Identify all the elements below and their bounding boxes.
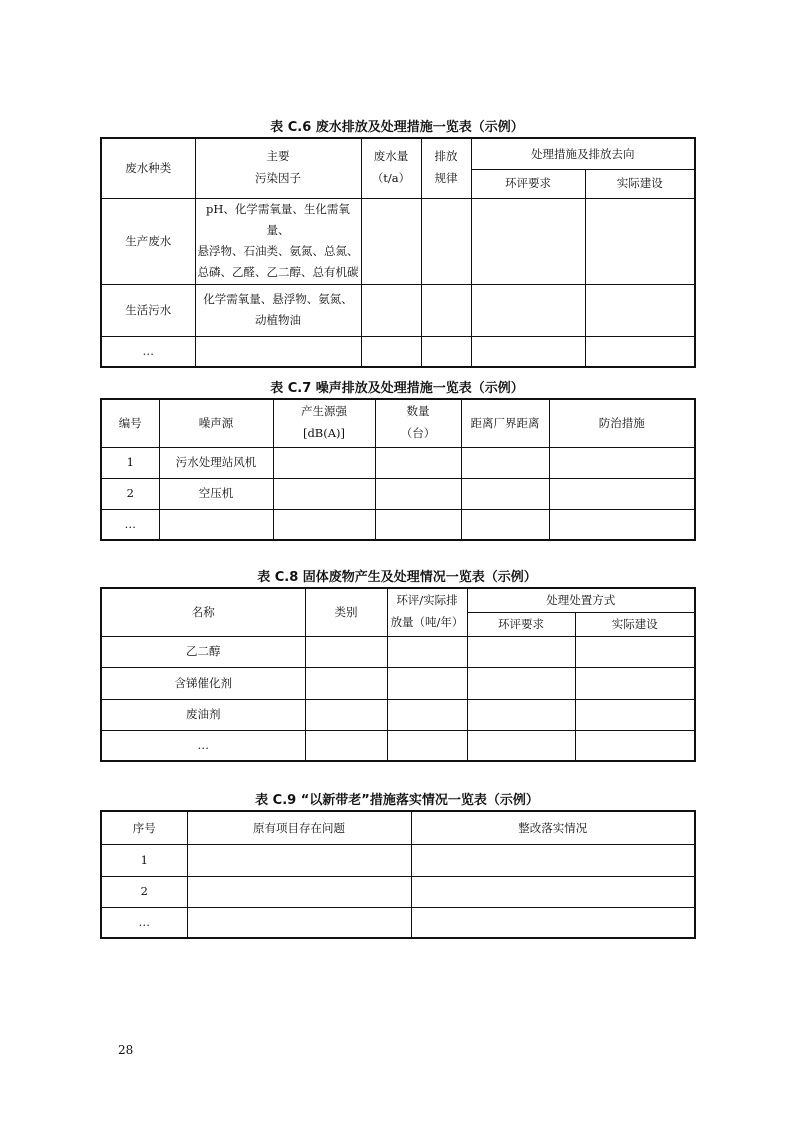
header-noise-source: 噪声源 <box>159 399 273 447</box>
header-actual-construction: 实际建设 <box>585 169 695 198</box>
table-row: 生活污水 化学需氧量、悬浮物、氨氮、 动植物油 <box>101 284 695 336</box>
header-number: 编号 <box>101 399 159 447</box>
table-row: 含锑催化剂 <box>101 667 695 699</box>
table-row: 生产废水 pH、化学需氧量、生化需氧量、 悬浮物、石油类、氨氮、总氮、 总磷、乙醛、乙二醇、总有机碳 <box>101 198 695 284</box>
header-category: 类别 <box>305 588 387 636</box>
page-number: 28 <box>118 1043 134 1057</box>
header-serial-number: 序号 <box>101 811 187 844</box>
header-main-pollutants: 主要 污染因子 <box>195 138 361 198</box>
table-c9-rectification <box>100 810 696 939</box>
header-discharge-pattern: 排放 规律 <box>421 138 471 198</box>
table-c7-caption: 表 C.7 噪声排放及处理措施一览表（示例） <box>270 381 524 396</box>
table-c7-noise <box>100 398 696 541</box>
table-row: 1 <box>101 844 695 876</box>
table-c6-wastewater <box>100 137 696 368</box>
table-row: 2 空压机 <box>101 478 695 509</box>
header-eia-requirement: 环评要求 <box>467 612 575 636</box>
header-disposal-method: 处理处置方式 <box>467 588 695 612</box>
table-c8-solid-waste <box>100 587 696 762</box>
table-c9-caption: 表 C.9 “以新带老”措施落实情况一览表（示例） <box>255 793 539 808</box>
table-row: 废油剂 <box>101 699 695 730</box>
header-boundary-distance: 距离厂界距离 <box>461 399 549 447</box>
header-eia-requirement: 环评要求 <box>471 169 585 198</box>
header-actual-construction: 实际建设 <box>575 612 695 636</box>
header-treatment-measures: 处理措施及排放去向 <box>471 138 695 169</box>
header-rectification-status: 整改落实情况 <box>411 811 695 844</box>
header-source-intensity: 产生源强 [dB(A)] <box>273 399 375 447</box>
header-quantity: 数量 （台） <box>375 399 461 447</box>
table-row: 乙二醇 <box>101 636 695 667</box>
table-row: … <box>101 730 695 761</box>
table-row: … <box>101 336 695 367</box>
header-existing-problems: 原有项目存在问题 <box>187 811 411 844</box>
table-row: 1 污水处理站风机 <box>101 447 695 478</box>
table-row: … <box>101 907 695 938</box>
table-c8-caption: 表 C.8 固体废物产生及处理情况一览表（示例） <box>257 570 537 585</box>
table-row: … <box>101 509 695 540</box>
header-wastewater-type: 废水种类 <box>101 138 195 198</box>
header-wastewater-amount: 废水量 （t/a） <box>361 138 421 198</box>
header-prevention-measures: 防治措施 <box>549 399 695 447</box>
header-name: 名称 <box>101 588 305 636</box>
table-c6-caption: 表 C.6 废水排放及处理措施一览表（示例） <box>270 120 524 135</box>
header-discharge-amount: 环评/实际排 放量（吨/年） <box>387 588 467 636</box>
table-row: 2 <box>101 876 695 907</box>
